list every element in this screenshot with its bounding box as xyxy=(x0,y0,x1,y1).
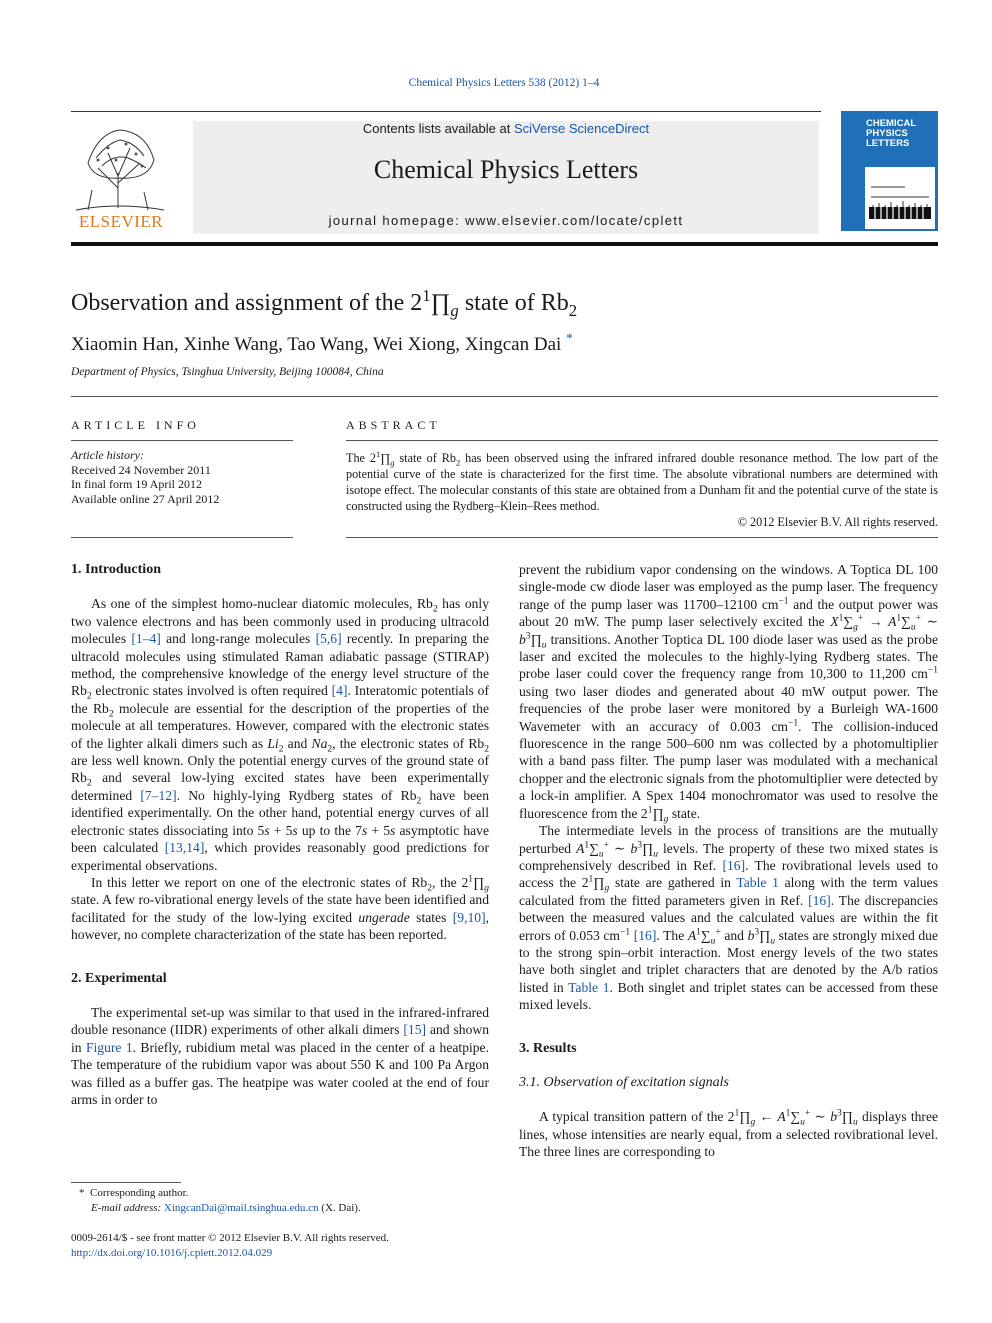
copyright: © 2012 Elsevier B.V. All rights reserved. xyxy=(737,515,938,529)
article-info-bottom-rule xyxy=(71,537,293,538)
homepage-label: journal homepage: xyxy=(328,213,466,228)
author-email-link[interactable]: XingcanDai@mail.tsinghua.edu.cn xyxy=(163,1201,319,1214)
header-thick-rule xyxy=(71,242,938,246)
subsection-heading-3-1: 3.1. Observation of excitation signals xyxy=(519,1074,729,1090)
elsevier-logo-text: ELSEVIER xyxy=(78,212,164,231)
article-info-rule xyxy=(71,440,293,441)
article-history: Article history: Received 24 November 2011 In final form 19 April 2012 Available online 27 April 2012 xyxy=(71,448,220,506)
abstract-text: The $2^1\prod_g$ state of $Rb_2$ has been observed using the infrared infrared double resonance method. The low part of the potential curve of the state is characterized for the first time. The absolute vibrational numbers are determined with isotope effect. The molecular constants of this state are obtained from a Dunham fit and the potential curve of the state is constructed using the Rydberg–Klein–Rees method. © 2012 Elsevier B.V. All rights reserved. xyxy=(346,448,938,529)
journal-title: Chemical Physics Letters xyxy=(373,155,639,184)
abstract-bottom-rule xyxy=(346,537,938,538)
doi-link[interactable]: http://dx.doi.org/10.1016/j.cplett.2012.04.029 xyxy=(71,1246,273,1259)
title-rule xyxy=(71,396,938,397)
footnotes: * Corresponding author. E-mail address: XingcanDai@mail.tsinghua.edu.cn (X. Dai). xyxy=(79,1187,361,1214)
corresponding-author-mark[interactable]: * xyxy=(566,330,573,346)
experimental-paragraph-1-cont: prevent the rubidium vapor condensing on the windows. A Toptica DL 100 single-mode cw diode laser was employed as the pump laser. The frequency range of the pump laser was 11700–12100 $cm^{-1}$ and the output power was about 20 mW. The pump laser selectively excited the $X^1\sum_g^+ \to A^1\sum_u^+$ ∼ $b^3\prod_u$ transitions. Another Toptica DL 100 diode laser was used as the probe laser and excited the molecules to the highly-lying Rydberg states. The probe laser could cover the frequency range from 10,300 to 11,200 $cm^{-1}$ using two laser diodes and generated about 40 mW output power. The frequencies of the probe laser were monitored by a Burleigh WA-1600 Wavemeter with an accuracy of 0.003 $cm^{-1}$. The collision-induced fluorescence in the range 500–600 nm was collected by a photomultiplier with a band pass filter. The pump laser was modulated with a mechanical chopper and the electronic signals from the photomultiplier were detected by a lock-in amplifier. A Spex 1404 monochromator was used to resolve the fluorescence from the $2^1\prod_g$ state. xyxy=(519,562,939,825)
left-column xyxy=(71,561,489,1108)
homepage-url[interactable]: www.elsevier.com/locate/cplett xyxy=(465,213,684,228)
abstract-rule xyxy=(346,440,938,441)
footnote-rule xyxy=(71,1182,181,1183)
experimental-paragraph-1: The experimental set-up was similar to that used in the infrared-infrared double resonance (IIDR) experiments of other alkali dimers [15] and shown in Figure 1. Briefly, rubidium metal was placed in the center of a heatpipe. The temperature of the rubidium vapor was about 550 K and 100 Pa Argon was filled as a buffer gas. The heatpipe was water cooled at the end of four arms in order to xyxy=(71,1004,489,1107)
author-list: Xiaomin Han, Xinhe Wang, Tao Wang, Wei Xiong, Xingcan Dai * xyxy=(71,330,573,355)
cover-title: CHEMICAL PHYSICS LETTERS xyxy=(866,118,917,149)
publication-info xyxy=(71,1231,489,1260)
journal-cover-thumbnail[interactable] xyxy=(841,111,938,231)
affiliation: Department of Physics, Tsinghua University, Beijing 100084, China xyxy=(71,366,384,378)
right-column xyxy=(519,561,938,1161)
section-heading-results: 3. Results xyxy=(519,1040,577,1056)
intro-paragraph-2: In this letter we report on one of the electronic states of $Rb_2$, the $2^1\prod_g$ state. A few ro-vibrational energy levels of the state have been identified and facilitated for the study of the low-lying excited ungerade states [9,10], however, no complete characterization of the state has been reported. xyxy=(71,874,489,943)
sciencedirect-link[interactable]: SciVerse ScienceDirect xyxy=(513,121,650,136)
intro-paragraph-1: As one of the simplest homo-nuclear diatomic molecules, $Rb_2$ has only two valence electrons and has been commonly used in producing ultracold molecules [1–4] and long-range molecules [5,6] recently. In preparing the ultracold molecules using stimulated Raman adiabatic passage (STIRAP) method, the comprehensive knowledge of the energy level structure of the $Rb_2$ electronic states involved is often required [4]. Interatomic potentials of the $Rb_2$ molecule are essential for the description of the properties of the molecule at all temperatures. However, compared with the electronic states of the lighter alkali dimers such as $Li_2$ and $Na_2$, the electronic states of $Rb_2$ are less well known. Only the potential energy curves of the ground state of $Rb_2$ and several low-lying excited states have been experimentally determined [7–12]. No highly-lying Rydberg states of $Rb_2$ have been identified experimentally. On the other hand, potential energy curves of all electronic states dissociating into 5s + 5s up to the 7s + 5s asymptotic have been calculated [13,14], which provides reasonably good predictions for experimental observations. xyxy=(71,596,490,873)
contents-line xyxy=(193,121,819,136)
section-heading-experimental: 2. Experimental xyxy=(71,970,167,986)
results-paragraph-1: A typical transition pattern of the $2^1\prod_g$ ← $A^1\sum_u^+$ ∼ $b^3\prod_u$ displays three lines, whose intensities are nearly equal, from a selected rovibrational level. The three lines are corresponding to xyxy=(519,1108,939,1160)
header-rule xyxy=(71,111,821,112)
article-title: Observation and assignment of the $2^1\prod_g$ state of $Rb_2$ xyxy=(71,286,578,320)
contents-prefix: Contents lists available at xyxy=(362,121,514,136)
abstract-heading: ABSTRACT xyxy=(346,418,441,432)
cover-art-icon xyxy=(865,167,935,229)
experimental-paragraph-2: The intermediate levels in the process of transitions are the mutually perturbed $A^1\sum_u^+$ ∼ $b^3\prod_u$ levels. The property of these two mixed states is comprehensively described in Ref. [16]. The rovibrational levels used to access the $2^1\prod_g$ state are gathered in Table 1 along with the term values calculated from the fitted parameters given in Ref. [16]. The discrepancies between the measured values and the calculated values are within the fit errors of 0.053 $cm^{-1}$ [16]. The $A^1\sum_u^+$ and $b^3\prod_u$ states are strongly mixed due to the strong spin–orbit interaction. Most energy levels of the two states have both singlet and triplet characters that are denoted by the A/b ratios listed in Table 1. Both singlet and triplet states can be accessed from these mixed levels. xyxy=(519,823,939,1013)
section-heading-introduction: 1. Introduction xyxy=(71,562,161,577)
journal-homepage xyxy=(193,213,819,228)
issn-line: 0009-2614/$ - see front matter © 2012 Elsevier B.V. All rights reserved. xyxy=(71,1232,389,1244)
journal-reference[interactable]: Chemical Physics Letters 538 (2012) 1–4 xyxy=(408,77,600,89)
article-info-heading: ARTICLE INFO xyxy=(71,418,200,432)
